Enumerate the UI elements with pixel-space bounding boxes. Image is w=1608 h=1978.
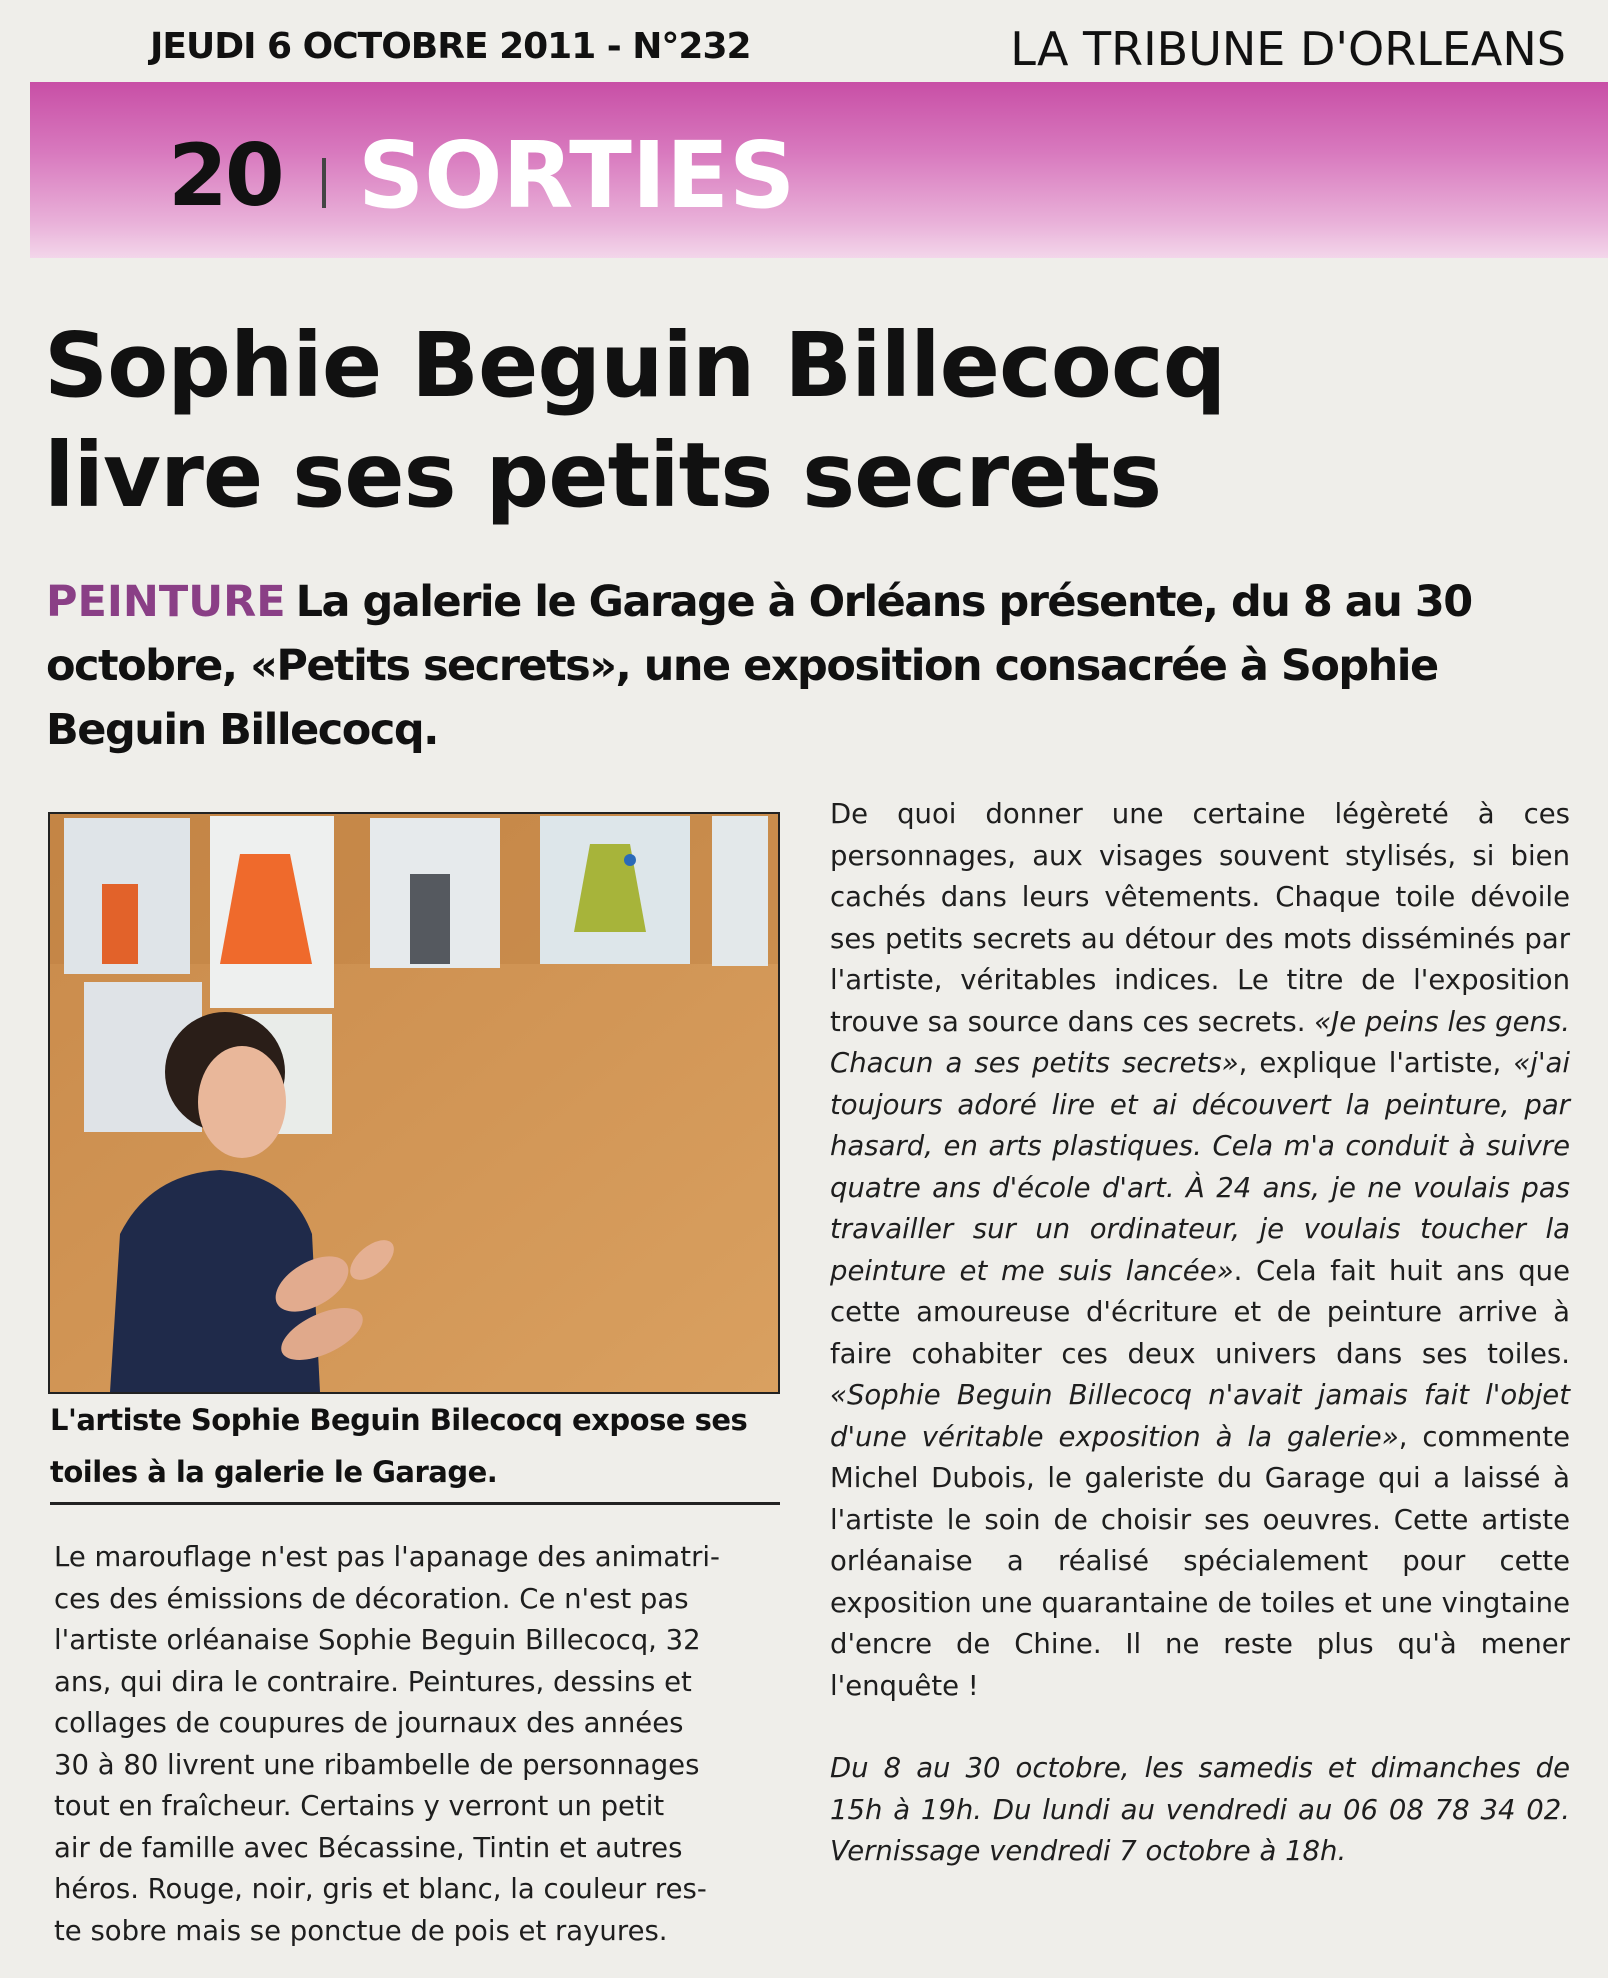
date-issue-line: JEUDI 6 OCTOBRE 2011 - N°232 (150, 26, 751, 67)
body-left-line: ans, qui dira le contraire. Peintures, dessins et (54, 1665, 692, 1698)
body-left-line: tout en fraîcheur. Certains y verront un petit (54, 1790, 665, 1822)
body-left-line: Le marouflage n'est pas l'apanage des animatri- (54, 1541, 720, 1573)
page-number: 20 (168, 126, 282, 226)
kicker: PEINTURE (46, 577, 286, 627)
body-left-line: te sobre mais se ponctue de pois et rayures. (54, 1914, 668, 1947)
body-left-line: ces des émissions de décoration. Ce n'est pas (54, 1582, 689, 1615)
body-right-paragraph (830, 794, 1570, 1707)
body-text: De quoi donner une certaine légèreté à ces personnages, aux visages souvent stylisés, si bien cachés dans leurs vêtements. Chaque toile dévoile ses petits secrets au détour des mots disséminés par l'artiste, véritables indices. Le titre de l'exposition trouve sa source dans ces secrets. (830, 798, 1570, 1038)
body-left-line: collages de coupures de journaux des années (54, 1707, 684, 1739)
body-right-column (830, 794, 1570, 1900)
body-text: . Cela fait huit ans que cette amoureuse d'écriture et de peinture arrive à faire cohabiter ces deux univers dans ses toiles. (830, 1254, 1570, 1370)
section-name: SORTIES (358, 122, 796, 229)
body-left-line: héros. Rouge, noir, gris et blanc, la couleur res- (54, 1873, 707, 1905)
photo-illustration (50, 814, 778, 1392)
body-left-line: air de famille avec Bécassine, Tintin et autres (54, 1831, 683, 1864)
headline-line-2: livre ses petits secrets (44, 423, 1162, 527)
quote-artist-1: «Je peins les gens. Chacun a ses petits secrets» (830, 1005, 1570, 1079)
caption-rule (50, 1502, 780, 1505)
quote-artist-2: «j'ai toujours adoré lire et ai découvert la peinture, par hasard, en arts plastiques. Cela m'a conduit à suivre quatre ans d'école d'art. À 24 ans, je ne voulais pas travailler sur un ordinateur, je voulais toucher la peinture et me suis lancée» (830, 1047, 1570, 1287)
body-text: , commente Michel Dubois, le galeriste du Garage qui a laissé à l'artiste le soin de choisir ses oeuvres. Cette artiste orléanaise a réalisé spécialement pour cette exposition une quarantaine de toiles et une vingtaine d'encre de Chine. Il ne reste plus qu'à mener l'enquête ! (830, 1420, 1570, 1702)
body-left-line: 30 à 80 livrent une ribambelle de personnages (54, 1748, 700, 1781)
photo-caption: L'artiste Sophie Beguin Bilecocq expose ses toiles à la galerie le Garage. (50, 1403, 748, 1489)
body-left-line: l'artiste orléanaise Sophie Beguin Billecocq, 32 (54, 1624, 701, 1656)
headline-line-1: Sophie Beguin Billecocq (44, 313, 1226, 417)
body-text: , explique l'artiste, (1238, 1047, 1502, 1079)
lede (46, 570, 1566, 762)
newspaper-name: LA TRIBUNE D'ORLEANS (1010, 22, 1566, 76)
quote-gallerist: «Sophie Beguin Billecocq n'avait jamais fait l'objet d'une véritable exposition à la galerie» (830, 1379, 1570, 1453)
headline (44, 310, 1544, 530)
body-left-column (54, 1537, 782, 1952)
article-photo (48, 812, 780, 1394)
section-separator (322, 158, 326, 208)
lede-text: La galerie le Garage à Orléans présente, du 8 au 30 octobre, «Petits secrets», une exposition consacrée à Sophie Beguin Billecocq. (46, 577, 1472, 755)
practical-info: Du 8 au 30 octobre, les samedis et dimanches de 15h à 19h. Du lundi au vendredi au 06 08 78 34 02. Vernissage vendredi 7 octobre à 18h. (830, 1752, 1570, 1867)
